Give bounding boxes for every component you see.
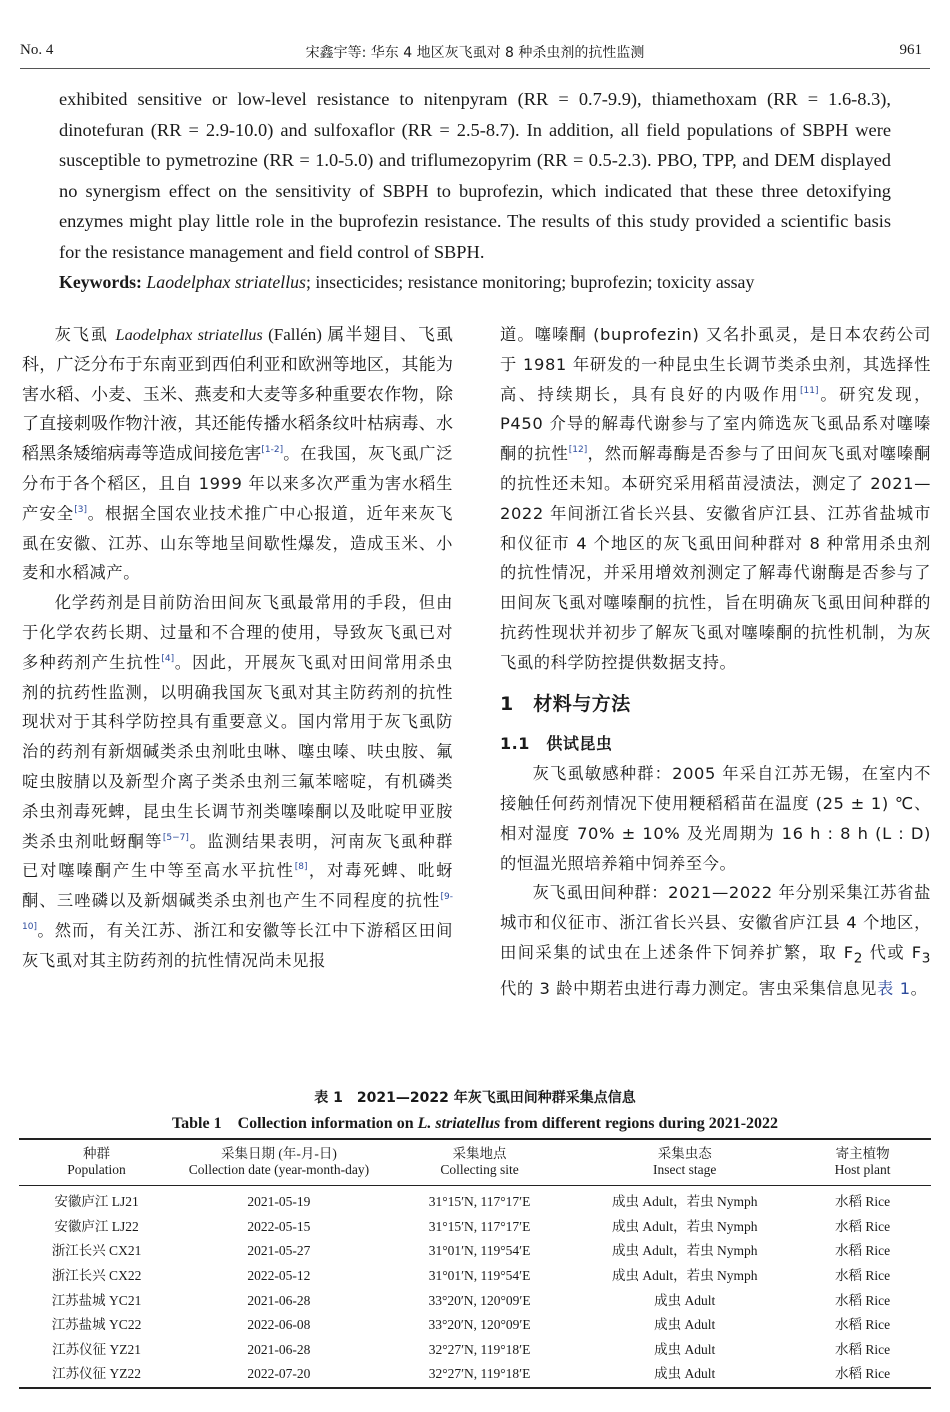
citation[interactable]: [3] [74,504,88,515]
table-row: 江苏仪征 YZ22 2022-07-20 32°27′N, 119°18′E 成虫 Adult 水稻 Rice [19,1362,931,1388]
table-header-row [19,1139,931,1186]
species-name: Laodelphax striatellus [115,325,263,344]
table-row: 江苏仪征 YZ21 2021-06-28 32°27′N, 119°18′E 成虫 Adult 水稻 Rice [52,1341,891,1357]
text-span: 道。噻嗪酮 (buprofezin) 又名扑虱灵，是日本农药公司于 1981 年研发的一种昆虫生长调节类杀虫剂，其选择性高、持续期长，具有良好的内吸作用 [500,325,931,404]
table-link[interactable]: 表 1 [877,978,911,998]
text-span: 代或 F [863,942,922,962]
species-name: L. striatellus [417,1115,501,1132]
header-date: 采集日期 (年-月-日) Collection date (year-month-day) [188,1146,370,1177]
text-span: ，对毒死蜱、吡蚜酮、三唑磷以及新烟碱类杀虫剂也产生不同程度的抗性 [22,861,453,911]
text-span: 代的 3 龄中期若虫进行毒力测定。害虫采集信息见 [500,978,878,998]
abstract-block [59,84,891,298]
keywords-line [59,267,891,298]
text-span: 。监测结果表明，河南灰飞虱种群已对噻嗪酮产生中等至高水平抗性 [22,831,453,881]
text-span: 。 [910,978,928,998]
citation[interactable]: [12] [568,445,588,456]
text-span: 。因此，开展灰飞虱对田间常用杀虫剂的抗药性监测，以明确我国灰飞虱对其主防药剂的抗性现状对于其科学防控具有重要意义。国内常用于灰飞虱防治的药剂有新烟碱类杀虫剂吡虫啉、噻虫嗪、呋虫胺、氟啶虫胺腈以及新型介离子类杀虫剂三氟苯嘧啶，有机磷类杀虫剂毒死蜱，昆虫生长调节剂类噻嗪酮以及吡啶甲亚胺类杀虫剂吡蚜酮等 [22,652,453,851]
abstract-text: exhibited sensitive or low-level resistance to nitenpyram (RR = 0.7-9.9), thiamethoxam (RR = 1.6-8.3), dinotefuran (RR = 2.9-10.0) and sulfoxaflor (RR = 2.5-8.7). In addition, all field populations of SBPH were susceptible to pymetrozine (RR = 1.0-5.0) and triflumezopyrim (RR = 0.5-2.3). PBO, TPP, and DEM displayed no synergism effect on the sensitivity of SBPH to buprofezin, which indicated that these three detoxifying enzymes might play little role in the buprofezin resistance. The results of this study provided a scientific basis for the resistance management and field control of SBPH. [59,89,891,262]
citation[interactable]: [9-10] [22,892,453,932]
table-row: 江苏盐城 YC22 2022-06-08 33°20′N, 120°09′E 成虫 Adult 水稻 Rice [51,1317,891,1333]
citation[interactable]: [1-2] [261,445,284,456]
text-span: 化学药剂是目前防治田间灰飞虱最常用的手段，但由于化学农药长期、过量和不合理的使用，导致灰飞虱已对多种药剂产生抗性 [22,593,453,672]
text-span: 。研究发现，P450 介导的解毒代谢参与了室内筛选灰飞虱品系对噻嗪酮的抗性 [500,384,931,464]
running-header [20,38,930,69]
citation[interactable]: [5−7] [162,832,189,843]
table-caption-cn: 表 1 2021—2022 年灰飞虱田间种群采集点信息 [314,1090,636,1106]
citation[interactable]: [11] [800,385,819,396]
running-title: 宋鑫宇等: 华东 4 地区灰飞虱对 8 种杀虫剂的抗性监测 [305,45,645,61]
text-span: Table 1 Collection information on [171,1115,418,1132]
header-population: 种群 Population [67,1146,126,1177]
text-span: from different regions during 2021-2022 [500,1115,779,1132]
subsection-heading: 1.1 供试昆虫 [500,734,613,754]
table-row: 浙江长兴 CX22 2022-05-12 31°01′N, 119°54′E 成虫 Adult，若虫 Nymph 水稻 Rice [51,1268,891,1284]
header-host: 寄主植物 Host plant [834,1146,891,1177]
citation[interactable]: [4] [161,653,175,664]
text-span: (Fallén) 属半翅目、飞虱科，广泛分布于东南亚到西伯利亚和欧洲等地区，其能为害水稻、小麦、玉米、燕麦和大麦等多种重要农作物，除了直接刺吸作物汁液，其还能传播水稻条纹叶枯病毒、水稻黑条矮缩病毒等造成间接危害 [22,325,453,464]
left-column [22,320,453,976]
keywords-label: Keywords: [59,272,142,292]
intro-paragraph-2 [22,588,453,975]
text-span: 灰飞虱 [54,325,109,344]
keywords-list: ; insecticides; resistance monitoring; buprofezin; toxicity assay [305,272,755,292]
issue-number: No. 4 [20,42,54,58]
intro-paragraph-1 [22,320,453,588]
methods-paragraph-1: 灰飞虱敏感种群：2005 年采自江苏无锡，在室内不接触任何药剂情况下使用粳稻稻苗在温度 (25 ± 1) ℃、相对湿度 70% ± 10% 及光周期为 16 h : 8 h (L : D) 的恒温光照培养箱中饲养至今。 [500,764,931,873]
text-span: 。在我国，灰飞虱广泛分布于各个稻区，且自 1999 年以来多次严重为害水稻生产安全 [22,444,453,523]
text-span: 灰飞虱田间种群：2021—2022 年分别采集江苏省盐城市和仪征市、浙江省长兴县、安徽省庐江县 4 个地区，田间采集的试虫在上述条件下饲养扩繁，取 F [500,883,931,962]
intro-paragraph-3 [500,320,931,678]
table-row: 安徽庐江 LJ21 2021-05-19 31°15′N, 117°17′E 成虫 Adult，若虫 Nymph 水稻 Rice [54,1194,891,1210]
text-span: 。然而，有关江苏、浙江和安徽等长江中下游稻区田间灰飞虱对其主防药剂的抗性情况尚未见报 [22,920,453,970]
subscript: 3 [921,950,931,967]
text-span: 。根据全国农业技术推广中心报道，近年来灰飞虱在安徽、江苏、山东等地呈间歇性爆发，造成玉米、小麦和水稻减产。 [22,503,453,583]
table-row: 江苏盐城 YC21 2021-06-28 33°20′N, 120°09′E 成虫 Adult 水稻 Rice [51,1292,891,1308]
keywords-species: Laodelphax striatellus [146,272,306,292]
right-column [500,320,931,1004]
table-row: 浙江长兴 CX21 2021-05-27 31°01′N, 119°54′E 成虫 Adult，若虫 Nymph 水稻 Rice [51,1243,891,1259]
header-site: 采集地点 Collecting site [440,1146,519,1177]
citation[interactable]: [8] [294,862,308,873]
collection-table [19,1138,931,1389]
table-row: 安徽庐江 LJ22 2022-05-15 31°15′N, 117°17′E 成虫 Adult，若虫 Nymph 水稻 Rice [54,1218,891,1234]
table-caption-en [0,1115,950,1133]
section-heading: 1 材料与方法 [500,692,631,715]
subscript: 2 [853,950,864,967]
page-number: 961 [899,42,922,58]
text-span: ，然而解毒酶是否参与了田间灰飞虱对噻嗪酮的抗性还未知。本研究采用稻苗浸渍法，测定了 2021—2022 年间浙江省长兴县、安徽省庐江县、江苏省盐城市和仪征市 4 个地区的灰飞虱田间种群对 8 种常用杀虫剂的抗性情况，并采用增效剂测定了解毒代谢酶是否参与了田间灰飞虱对噻嗪酮的抗性，旨在明确灰飞虱田间种群的抗药性现状并初步了解灰飞虱对噻嗪酮的抗性机制，为灰飞虱的科学防控提供数据支持。 [500,444,931,672]
header-stage: 采集虫态 Insect stage [653,1146,717,1177]
methods-paragraph-2 [500,878,931,1003]
